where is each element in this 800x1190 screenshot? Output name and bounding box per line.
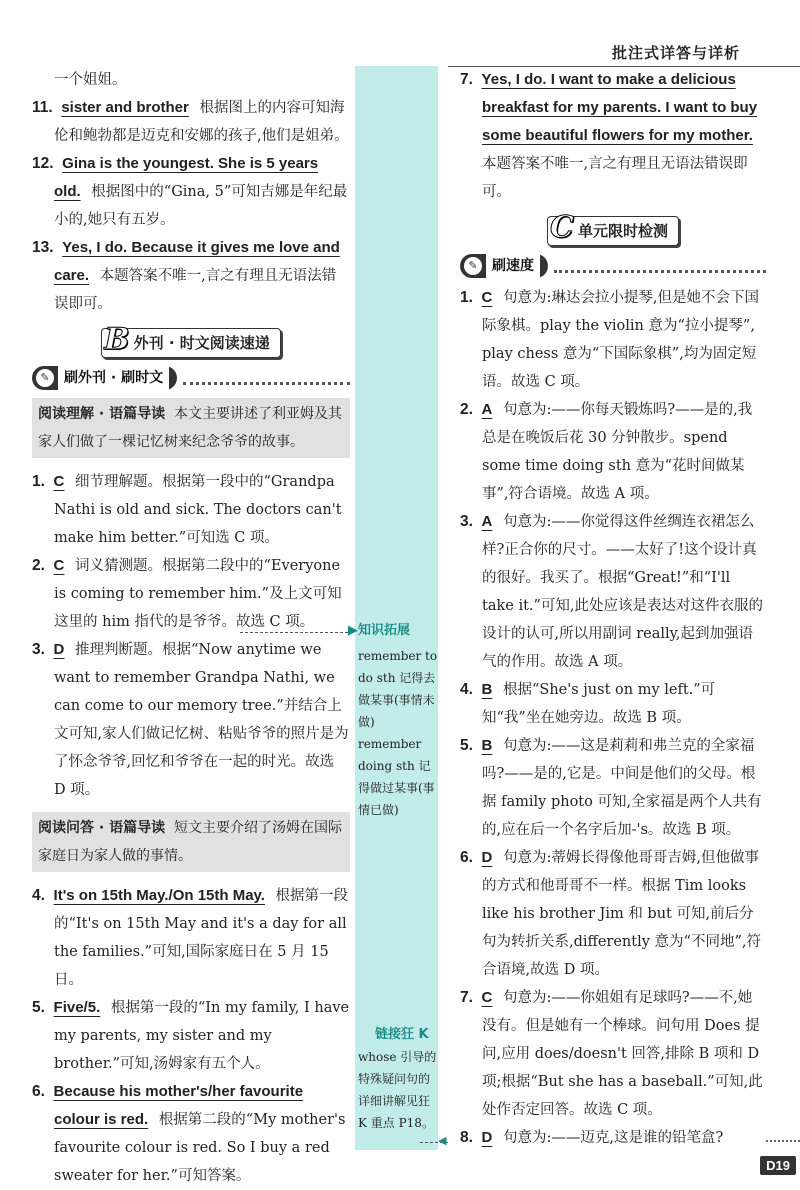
page-header: [0, 0, 800, 66]
note-connector-line: [240, 632, 348, 633]
header-title: 批注式详答与详析: [611, 44, 740, 62]
reading-answer-3: 3. D 推理判断题。根据“Now anytime we want to remember Grandpa Nathi, we can come to our memory tree.”并结合上文可知,家人们做记忆树、粘贴爷爷的照片是为了怀念爷爷,回忆和爷爷在一起的时光。故选 D 项。: [32, 641, 349, 798]
subsection-title-c: 刷速度: [486, 252, 540, 280]
short-answer-6: 6. Because his mother's/her favourite colour is red. 根据第二段的“My mother's favourite colour is red. So I buy a red sweater for her.”可知答案。: [32, 1083, 346, 1184]
answer-11: 11. sister and brother 根据图上的内容可知海伦和鲍勃都是迈克和安娜的孩子,他们是姐弟。: [32, 99, 349, 144]
sidebar-notes-strip: [355, 66, 438, 1150]
choice-answer-5: 5. B 句意为:——这是莉莉和弗兰克的全家福吗?——是的,它是。中间是他们的父母。根据 family photo 可知,全家福是两个人共有的,应在后一个名字后加-'s。故选 B 项。: [460, 737, 762, 838]
reading-answer-1: 1. C 细节理解题。根据第一段中的“Grandpa Nathi is old and sick. The doctors can't make him better.”可知选 C 项。: [32, 473, 342, 546]
left-column: [32, 66, 350, 1190]
choice-answer-1: 1. C 句意为:琳达会拉小提琴,但是她不会下国际象棋。play the violin 意为“拉小提琴”, play chess 意为“下国际象棋”,均为固定短语。故选 C 项。: [460, 289, 759, 390]
note-title-link: 链接狂 K: [375, 1027, 429, 1042]
subsection-header-b: [32, 366, 350, 390]
subsection-header-c: [460, 254, 766, 278]
continued-text: 一个姐姐。: [54, 72, 127, 88]
choice-answer-7: 7. C 句意为:——你姐姐有足球吗?——不,她没有。但是她有一个棒球。问句用 Does 提问,应用 does/doesn't 回答,排除 B 项和 D 项;根据“But she has a baseball.”可知,此处作否定回答。故选 C 项。: [460, 989, 763, 1118]
page-number: D19: [760, 1156, 796, 1175]
brush-icon: ✎: [36, 369, 54, 387]
choice-answer-4: 4. B 根据“She's just on my left.”可知“我”坐在她旁边。故选 B 项。: [460, 681, 716, 726]
short-answer-4: 4. It's on 15th May./On 15th May. 根据第一段的“It's on 15th May and it's a day for all the families.”可知,国际家庭日在 5 月 15 日。: [32, 887, 349, 988]
dotted-divider: [554, 260, 766, 273]
reading-guide-1: 阅读理解 · 语篇导读 本文主要讲述了利亚姆及其家人们做了一棵记忆树来纪念爷爷的故事。: [32, 398, 350, 458]
answer-7: 7. Yes, I do. I want to make a delicious breakfast for my parents. I want to buy some beautiful flowers for my mother. 本题答案不唯一,言之有理且无语法错误即可。: [460, 71, 758, 200]
right-column: [460, 66, 766, 1152]
page-corner-dots: [766, 1140, 800, 1152]
section-letter-c: C: [550, 210, 574, 245]
section-title-b: 外刊 · 时文阅读速递: [133, 334, 270, 352]
short-answer-5: 5. Five/5. 根据第一段的“In my family, I have my parents, my sister and my brother.”可知,汤姆家有五个人。: [32, 999, 350, 1072]
section-banner-b: [32, 322, 350, 358]
arrow-left-icon: ◀: [438, 1134, 447, 1147]
note-text-knowledge: remember to do sth 记得去做某事(事情未做) remember doing sth 记得做过某事(事情已做): [358, 649, 438, 817]
dotted-divider: [183, 372, 350, 385]
brush-icon: ✎: [464, 257, 482, 275]
choice-answer-3: 3. A 句意为:——你觉得这件丝绸连衣裙怎么样?正合你的尺寸。——太好了!这个设计真的很好。我买了。根据“Great!”和“I'll take it.”可知,此处应该是表达对这件衣服的设计的认可,所以用副词 really,起到加强语气的作用。故选 A 项。: [460, 513, 764, 670]
reading-answer-2: 2. C 词义猜测题。根据第二段中的“Everyone is coming to remember him.”及上文可知这里的 him 指代的是爷爷。故选 C 项。: [32, 557, 342, 630]
subsection-title-b: 刷外刊 · 刷时文: [58, 364, 169, 392]
section-title-c: 单元限时检测: [577, 222, 668, 240]
choice-answer-2: 2. A 句意为:——你每天锻炼吗?——是的,我总是在晚饭后花 30 分钟散步。spend some time doing sth 意为“花时间做某事”,符合语境。故选 A 项。: [460, 401, 753, 502]
section-banner-c: [460, 210, 766, 246]
choice-answer-6: 6. D 句意为:蒂姆长得像他哥哥吉姆,但他做事的方式和他哥哥不一样。根据 Tim looks like his brother Jim 和 but 可知,前后分句为转折关系,differently 意为“不同地”,符合语境,故选 D 项。: [460, 849, 761, 978]
section-letter-b: B: [104, 322, 130, 357]
answer-13: 13. Yes, I do. Because it gives me love and care. 本题答案不唯一,言之有理且无语法错误即可。: [32, 239, 340, 312]
choice-answer-8: 8. D 句意为:——迈克,这是谁的铅笔盒?: [460, 1129, 724, 1146]
answer-12: 12. Gina is the youngest. She is 5 years old. 根据图中的“Gina, 5”可知吉娜是年纪最小的,她只有五岁。: [32, 155, 348, 228]
note-title-knowledge: ▶知识拓展: [348, 623, 411, 638]
note-text-link: whose 引导的特殊疑问句的详细讲解见狂 K 重点 P18。: [358, 1050, 437, 1130]
reading-guide-2: 阅读问答 · 语篇导读 短文主要介绍了汤姆在国际家庭日为家人做的事情。: [32, 812, 350, 872]
arrow-right-icon: ▶: [348, 623, 358, 638]
